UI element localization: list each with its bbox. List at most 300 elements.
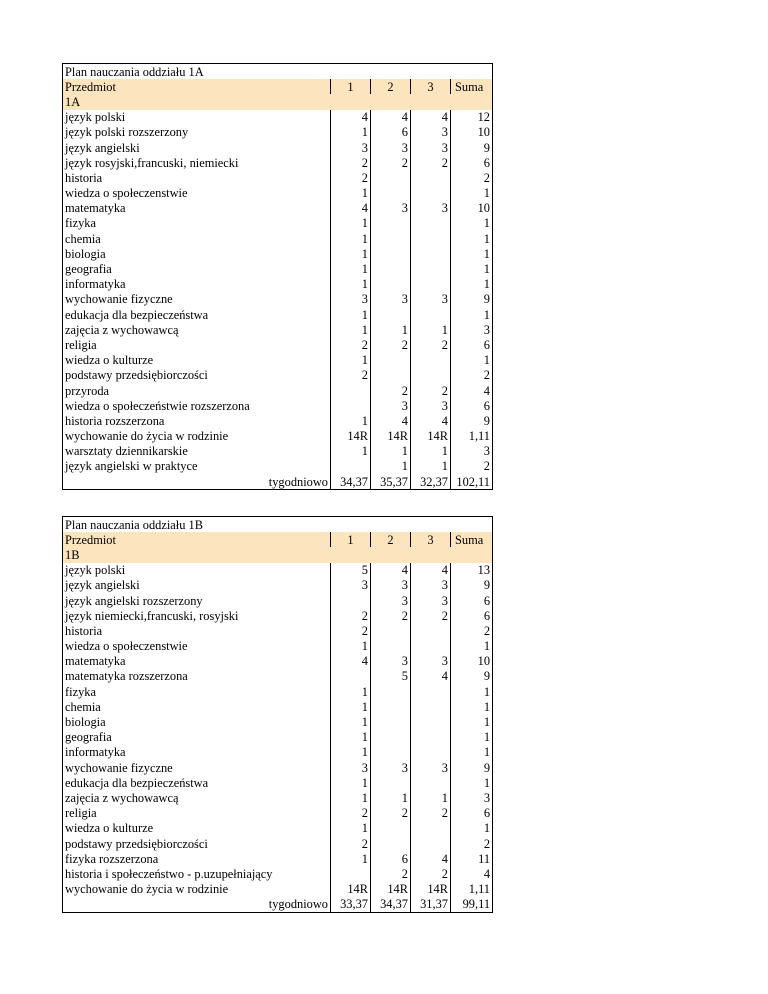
hours-year-2 [371,353,411,368]
hours-year-2: 4 [371,563,411,578]
hours-year-1: 1 [331,639,371,654]
hours-year-2 [371,730,411,745]
hours-sum: 1 [451,307,493,322]
hours-sum: 3 [451,322,493,337]
hours-year-2 [371,836,411,851]
hours-year-3 [411,186,451,201]
class-label-row [63,547,493,562]
hours-year-1: 3 [331,140,371,155]
header-year-2: 2 [371,79,411,94]
hours-year-3 [411,775,451,790]
hours-sum: 6 [451,337,493,352]
subject-name: chemia [63,231,331,246]
hours-year-1 [331,398,371,413]
hours-sum: 3 [451,444,493,459]
hours-year-1: 2 [331,608,371,623]
plan-title: Plan nauczania oddziału 1A [63,64,493,80]
table-row [63,866,493,881]
hours-sum: 1 [451,699,493,714]
hours-year-2: 3 [371,578,411,593]
hours-year-2 [371,216,411,231]
hours-year-1 [331,593,371,608]
subject-name: edukacja dla bezpieczeństwa [63,307,331,322]
hours-year-2: 6 [371,125,411,140]
hours-year-3 [411,684,451,699]
hours-year-2 [371,623,411,638]
subject-name: fizyka rozszerzona [63,851,331,866]
hours-sum: 10 [451,201,493,216]
subject-name: język polski [63,110,331,125]
hours-year-2: 3 [371,654,411,669]
hours-year-1: 1 [331,186,371,201]
table-row [63,684,493,699]
plan-table-1a [62,63,493,490]
table-row [63,593,493,608]
hours-year-1: 1 [331,231,371,246]
hours-year-3: 3 [411,593,451,608]
hours-year-3 [411,246,451,261]
subject-name: warsztaty dziennikarskie [63,444,331,459]
hours-year-1: 1 [331,277,371,292]
table-row [63,186,493,201]
hours-year-3 [411,745,451,760]
hours-year-2 [371,246,411,261]
hours-sum: 9 [451,140,493,155]
subject-name: zajęcia z wychowawcą [63,322,331,337]
hours-year-1: 1 [331,821,371,836]
hours-year-2: 3 [371,201,411,216]
hours-sum: 9 [451,669,493,684]
table-row [63,623,493,638]
hours-sum: 1 [451,714,493,729]
hours-year-1: 3 [331,292,371,307]
subject-name: matematyka [63,654,331,669]
table-row [63,277,493,292]
hours-year-2: 3 [371,593,411,608]
hours-year-2 [371,745,411,760]
table-row [63,125,493,140]
hours-year-2: 6 [371,851,411,866]
hours-sum: 6 [451,155,493,170]
hours-year-2: 2 [371,866,411,881]
subject-name: wiedza o kulturze [63,353,331,368]
hours-year-3: 3 [411,578,451,593]
hours-year-3: 3 [411,760,451,775]
subject-name: biologia [63,714,331,729]
table-row [63,383,493,398]
hours-sum: 1,11 [451,429,493,444]
subject-name: matematyka rozszerzona [63,669,331,684]
hours-year-2: 1 [371,444,411,459]
table-row [63,170,493,185]
table-row [63,821,493,836]
plan-body [63,517,493,913]
hours-year-3: 1 [411,790,451,805]
header-subject: Przedmiot [63,532,331,547]
table-row [63,231,493,246]
table-row [63,292,493,307]
hours-year-2 [371,186,411,201]
subject-name: historia i społeczeństwo - p.uzupełniający [63,866,331,881]
table-row [63,806,493,821]
hours-year-1: 1 [331,413,371,428]
hours-year-2 [371,714,411,729]
hours-sum: 12 [451,110,493,125]
table-row [63,398,493,413]
hours-sum: 4 [451,866,493,881]
total-label: tygodniowo [63,474,331,490]
header-year-1: 1 [331,79,371,94]
hours-year-1: 1 [331,775,371,790]
hours-year-3: 1 [411,322,451,337]
subject-name: podstawy przedsiębiorczości [63,368,331,383]
hours-sum: 9 [451,760,493,775]
hours-sum: 6 [451,593,493,608]
table-row [63,714,493,729]
hours-year-3: 3 [411,140,451,155]
plan-body [63,64,493,490]
hours-year-3: 2 [411,608,451,623]
hours-year-2 [371,821,411,836]
total-year-3: 31,37 [411,897,451,913]
hours-sum: 2 [451,836,493,851]
hours-year-3: 2 [411,866,451,881]
subject-name: edukacja dla bezpieczeństwa [63,775,331,790]
plan-title-row [63,64,493,80]
total-row [63,474,493,490]
hours-year-1 [331,866,371,881]
hours-year-2: 3 [371,398,411,413]
class-label: 1A [63,94,493,109]
subject-name: wiedza o społeczenstwie [63,186,331,201]
hours-year-1: 1 [331,246,371,261]
subject-name: zajęcia z wychowawcą [63,790,331,805]
subject-name: biologia [63,246,331,261]
hours-year-2: 3 [371,292,411,307]
table-row [63,201,493,216]
hours-year-1: 3 [331,578,371,593]
plan-title-row [63,517,493,533]
hours-year-3: 1 [411,459,451,474]
table-row [63,322,493,337]
hours-sum: 1 [451,775,493,790]
total-year-1: 34,37 [331,474,371,490]
total-row [63,897,493,913]
table-row [63,654,493,669]
hours-year-3 [411,170,451,185]
header-sum: Suma [451,532,493,547]
subject-name: język polski rozszerzony [63,125,331,140]
hours-year-1: 1 [331,684,371,699]
hours-year-2: 14R [371,429,411,444]
hours-sum: 1 [451,821,493,836]
hours-sum: 1 [451,684,493,699]
total-label: tygodniowo [63,897,331,913]
hours-year-1: 2 [331,806,371,821]
hours-sum: 1 [451,745,493,760]
hours-year-3: 1 [411,444,451,459]
header-subject: Przedmiot [63,79,331,94]
subject-name: informatyka [63,277,331,292]
table-row [63,110,493,125]
header-year-1: 1 [331,532,371,547]
hours-year-1: 1 [331,745,371,760]
hours-sum: 6 [451,806,493,821]
subject-name: fizyka [63,684,331,699]
table-row [63,608,493,623]
subject-name: fizyka [63,216,331,231]
hours-year-2 [371,684,411,699]
hours-year-3: 4 [411,563,451,578]
hours-year-1: 4 [331,201,371,216]
hours-sum: 6 [451,398,493,413]
class-label-row [63,94,493,109]
header-year-2: 2 [371,532,411,547]
hours-year-3 [411,699,451,714]
subject-name: matematyka [63,201,331,216]
table-row [63,246,493,261]
hours-year-3 [411,307,451,322]
hours-year-3 [411,216,451,231]
hours-year-1: 1 [331,790,371,805]
hours-sum: 3 [451,790,493,805]
hours-sum: 1 [451,186,493,201]
hours-year-3 [411,821,451,836]
hours-year-1: 4 [331,654,371,669]
hours-year-2: 4 [371,110,411,125]
hours-year-1: 1 [331,125,371,140]
subject-name: religia [63,806,331,821]
table-row [63,216,493,231]
hours-sum: 10 [451,125,493,140]
hours-year-2 [371,170,411,185]
hours-year-3: 4 [411,851,451,866]
hours-year-2 [371,261,411,276]
hours-year-1: 2 [331,368,371,383]
hours-year-3 [411,277,451,292]
hours-year-3: 2 [411,337,451,352]
hours-sum: 2 [451,170,493,185]
subject-name: wychowanie do życia w rodzinie [63,429,331,444]
header-sum: Suma [451,79,493,94]
hours-year-1: 5 [331,563,371,578]
header-row [63,532,493,547]
subject-name: podstawy przedsiębiorczości [63,836,331,851]
table-row [63,639,493,654]
hours-year-3: 4 [411,110,451,125]
table-row [63,745,493,760]
hours-sum: 1 [451,353,493,368]
total-year-3: 32,37 [411,474,451,490]
hours-year-1: 2 [331,836,371,851]
table-row [63,578,493,593]
hours-year-3: 3 [411,398,451,413]
hours-year-1: 1 [331,353,371,368]
table-row [63,563,493,578]
hours-year-1: 4 [331,110,371,125]
hours-year-2: 2 [371,155,411,170]
table-row [63,459,493,474]
hours-sum: 4 [451,383,493,398]
table-row [63,669,493,684]
hours-year-3: 3 [411,125,451,140]
hours-year-2 [371,639,411,654]
hours-year-2 [371,307,411,322]
header-year-3: 3 [411,79,451,94]
subject-name: język angielski rozszerzony [63,593,331,608]
subject-name: wychowanie fizyczne [63,760,331,775]
hours-sum: 13 [451,563,493,578]
hours-year-3: 4 [411,413,451,428]
hours-year-2: 3 [371,760,411,775]
hours-sum: 1 [451,277,493,292]
hours-year-1: 1 [331,261,371,276]
subject-name: geografia [63,730,331,745]
table-row [63,353,493,368]
hours-year-2: 5 [371,669,411,684]
hours-year-3 [411,714,451,729]
hours-year-1: 14R [331,882,371,897]
hours-year-1: 2 [331,337,371,352]
hours-year-3: 2 [411,155,451,170]
hours-year-1: 1 [331,699,371,714]
hours-year-3: 3 [411,201,451,216]
table-row [63,699,493,714]
subject-name: informatyka [63,745,331,760]
hours-year-2 [371,775,411,790]
table-row [63,413,493,428]
subject-name: geografia [63,261,331,276]
table-row [63,140,493,155]
hours-year-1: 1 [331,851,371,866]
hours-year-1: 3 [331,760,371,775]
header-year-3: 3 [411,532,451,547]
hours-year-2 [371,368,411,383]
hours-sum: 9 [451,292,493,307]
hours-year-2: 2 [371,608,411,623]
table-row [63,337,493,352]
hours-sum: 9 [451,578,493,593]
subject-name: historia [63,170,331,185]
table-row [63,836,493,851]
hours-year-3: 2 [411,806,451,821]
hours-year-2: 1 [371,322,411,337]
hours-year-1: 1 [331,714,371,729]
hours-year-1: 2 [331,170,371,185]
hours-year-2: 2 [371,806,411,821]
plan-table-1b [62,516,493,913]
subject-name: religia [63,337,331,352]
hours-year-1: 1 [331,216,371,231]
hours-year-3 [411,623,451,638]
table-row [63,882,493,897]
subject-name: wychowanie fizyczne [63,292,331,307]
plan-title: Plan nauczania oddziału 1B [63,517,493,533]
hours-sum: 2 [451,459,493,474]
hours-year-3: 2 [411,383,451,398]
subject-name: historia [63,623,331,638]
hours-year-3: 3 [411,654,451,669]
total-sum: 99,11 [451,897,493,913]
subject-name: wychowanie do życia w rodzinie [63,882,331,897]
subject-name: język angielski [63,578,331,593]
table-row [63,730,493,745]
hours-year-2: 14R [371,882,411,897]
table-row [63,368,493,383]
hours-year-3 [411,836,451,851]
hours-year-3: 4 [411,669,451,684]
hours-year-1 [331,669,371,684]
table-row [63,444,493,459]
subject-name: wiedza o kulturze [63,821,331,836]
table-row [63,155,493,170]
hours-sum: 1 [451,246,493,261]
hours-sum: 9 [451,413,493,428]
hours-sum: 10 [451,654,493,669]
hours-sum: 2 [451,368,493,383]
hours-year-2: 4 [371,413,411,428]
table-row [63,307,493,322]
subject-name: historia rozszerzona [63,413,331,428]
hours-sum: 1,11 [451,882,493,897]
hours-year-1: 1 [331,730,371,745]
total-sum: 102,11 [451,474,493,490]
subject-name: przyroda [63,383,331,398]
hours-year-1 [331,459,371,474]
table-row [63,429,493,444]
table-row [63,760,493,775]
hours-year-3: 3 [411,292,451,307]
table-row [63,775,493,790]
subject-name: język polski [63,563,331,578]
header-row [63,79,493,94]
subject-name: język niemiecki,francuski, rosyjski [63,608,331,623]
hours-year-1: 1 [331,307,371,322]
total-year-2: 34,37 [371,897,411,913]
hours-year-1: 1 [331,322,371,337]
hours-year-1: 2 [331,155,371,170]
hours-year-2 [371,277,411,292]
hours-sum: 1 [451,231,493,246]
hours-year-3 [411,368,451,383]
hours-year-1: 1 [331,444,371,459]
table-row [63,790,493,805]
subject-name: język angielski w praktyce [63,459,331,474]
subject-name: język rosyjski,francuski, niemiecki [63,155,331,170]
hours-sum: 1 [451,730,493,745]
hours-year-1: 2 [331,623,371,638]
hours-year-2: 2 [371,337,411,352]
subject-name: wiedza o społeczenstwie [63,639,331,654]
hours-year-3: 14R [411,882,451,897]
subject-name: wiedza o społeczeństwie rozszerzona [63,398,331,413]
hours-year-1 [331,383,371,398]
total-year-2: 35,37 [371,474,411,490]
subject-name: język angielski [63,140,331,155]
hours-sum: 1 [451,639,493,654]
hours-sum: 11 [451,851,493,866]
hours-year-2 [371,699,411,714]
hours-sum: 2 [451,623,493,638]
hours-sum: 6 [451,608,493,623]
hours-year-3: 14R [411,429,451,444]
hours-year-2: 2 [371,383,411,398]
hours-year-3 [411,730,451,745]
class-label: 1B [63,547,493,562]
table-row [63,261,493,276]
hours-year-3 [411,261,451,276]
hours-year-2: 3 [371,140,411,155]
